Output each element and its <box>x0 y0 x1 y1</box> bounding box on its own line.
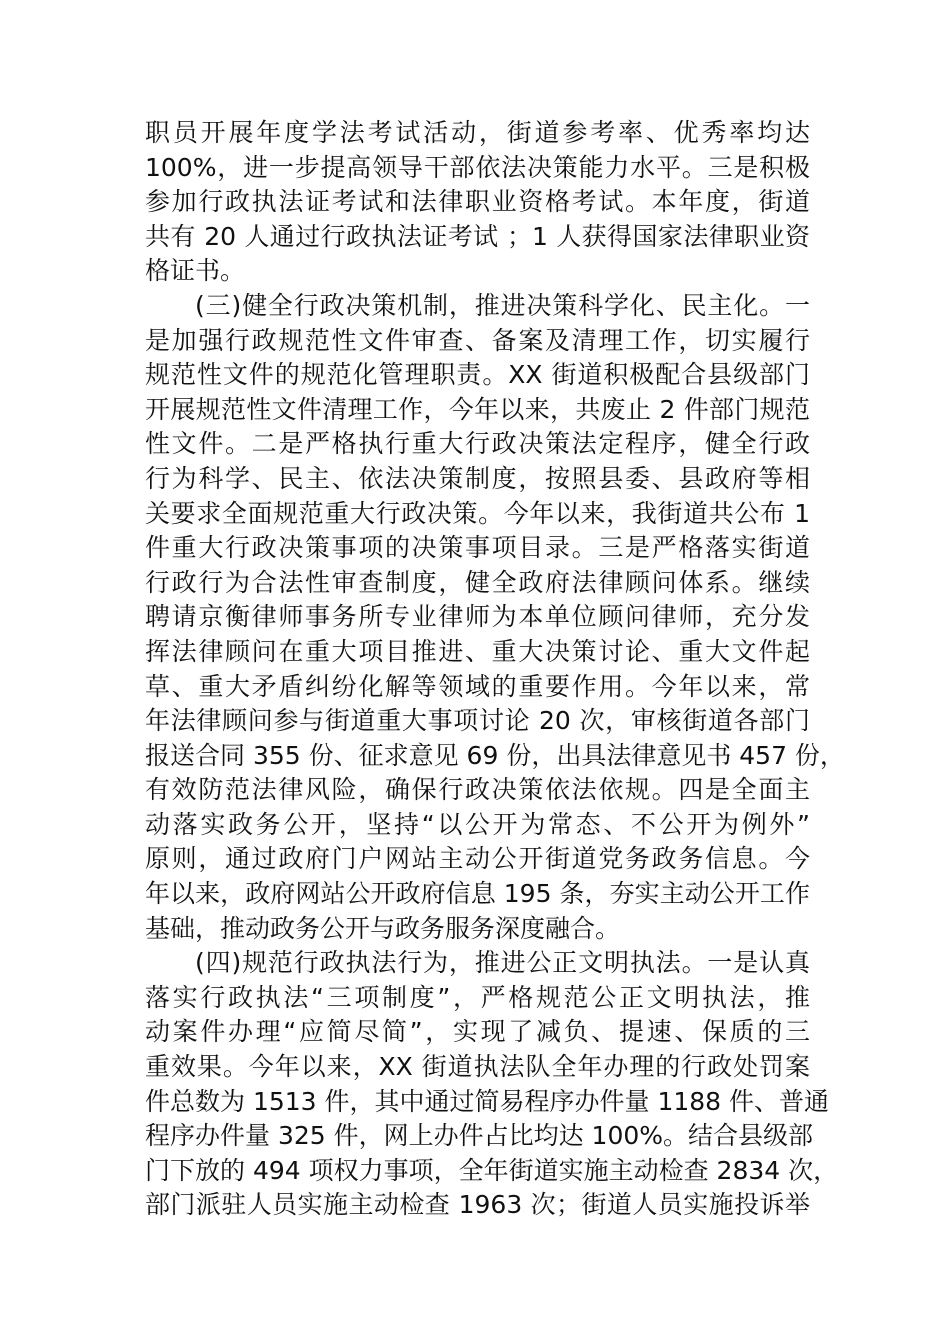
text-line: 年以来，政府网站公开政府信息 195 条，夯实主动公开工作 <box>145 879 810 909</box>
text-line: 落实行政执法“三项制度”，严格规范公正文明执法，推 <box>145 982 810 1012</box>
text-line: 动落实政务公开，坚持“以公开为常态、不公开为例外” <box>145 809 810 839</box>
text-line: 性文件。二是严格执行重大行政决策法定程序，健全行政 <box>145 429 810 459</box>
text-line: 100%，进一步提高领导干部依法决策能力水平。三是积极 <box>145 152 810 182</box>
text-line: 原则，通过政府门户网站主动公开街道党务政务信息。今 <box>145 844 810 874</box>
text-line: 行政行为合法性审查制度，健全政府法律顾问体系。继续 <box>145 567 810 597</box>
text-line: 职员开展年度学法考试活动，街道参考率、优秀率均达 <box>145 118 810 147</box>
text-line: 件总数为 1513 件，其中通过简易程序办件量 1188 件、普通 <box>145 1086 830 1116</box>
text-line: 基础，推动政务公开与政务服务深度融合。 <box>145 913 621 943</box>
text-line: 程序办件量 325 件，网上办件占比均达 100%。结合县级部 <box>145 1121 814 1151</box>
text-line: 年法律顾问参与街道重大事项讨论 20 次，审核街道各部门 <box>145 706 810 736</box>
text-line: 动案件办理“应简尽简”，实现了减负、提速、保质的三 <box>145 1017 810 1047</box>
text-line: 共有 20 人通过行政执法证考试 ；1 人获得国家法律职业资 <box>145 221 810 251</box>
text-line: 格证书。 <box>145 256 246 286</box>
text-line: 是加强行政规范性文件审查、备案及清理工作，切实履行 <box>145 325 810 355</box>
section-heading-line: (三)健全行政决策机制，推进决策科学化、民主化。一 <box>195 290 810 320</box>
text-line: 重效果。今年以来，XX 街道执法队全年办理的行政处罚案 <box>145 1052 810 1082</box>
text-line: 规范性文件的规范化管理职责。XX 街道积极配合县级部门 <box>145 360 810 390</box>
text-line: 部门派驻人员实施主动检查 1963 次；街道人员实施投诉举 <box>145 1190 810 1220</box>
text-line: 报送合同 355 份、征求意见 69 份，出具法律意见书 457 份， <box>145 740 845 770</box>
body-text <box>145 116 845 1223</box>
text-line: 开展规范性文件清理工作，今年以来，共废止 2 件部门规范 <box>145 394 810 424</box>
text-line: 行为科学、民主、依法决策制度，按照县委、县政府等相 <box>145 463 810 493</box>
text-line: 件重大行政决策事项的决策事项目录。三是严格落实街道 <box>145 533 810 563</box>
section-heading-line: (四)规范行政执法行为，推进公正文明执法。一是认真 <box>195 948 810 978</box>
text-line: 挥法律顾问在重大项目推进、重大决策讨论、重大文件起 <box>145 636 810 666</box>
text-line: 门下放的 494 项权力事项，全年街道实施主动检查 2834 次， <box>145 1155 839 1185</box>
text-line: 聘请京衡律师事务所专业律师为本单位顾问律师，充分发 <box>145 602 810 632</box>
text-line: 草、重大矛盾纠纷化解等领域的重要作用。今年以来，常 <box>145 671 810 701</box>
text-line: 关要求全面规范重大行政决策。今年以来，我街道共公布 1 <box>145 498 810 528</box>
text-line: 参加行政执法证考试和法律职业资格考试。本年度，街道 <box>145 187 810 217</box>
text-line: 有效防范法律风险，确保行政决策依法依规。四是全面主 <box>145 775 810 805</box>
